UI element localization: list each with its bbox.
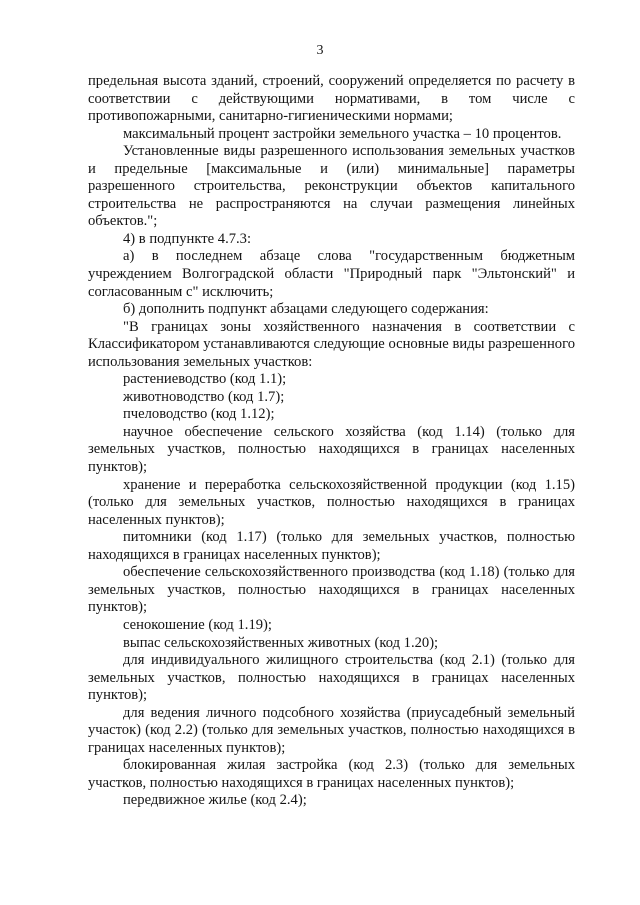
list-item: для индивидуального жилищного строительства (код 2.1) (только для земельных участков, полностью находящихся в границах населенных пунктов); (88, 652, 575, 704)
paragraph-item-b: б) дополнить подпункт абзацами следующего содержания: (123, 301, 489, 318)
list-item: пчеловодство (код 1.12); (123, 406, 275, 423)
paragraph-subitem-4-7-3: 4) в подпункте 4.7.3: (123, 230, 252, 247)
list-item: хранение и переработка сельскохозяйственной продукции (код 1.15) (только для земельных участков, полностью находящихся в границах населенных пунктов); (88, 476, 575, 528)
list-item: передвижное жилье (код 2.4); (123, 792, 307, 809)
list-item: блокированная жилая застройка (код 2.3) (только для земельных участков, полностью находящихся в границах населенных пунктов); (88, 757, 575, 791)
page-number: 3 (316, 43, 324, 58)
list-item: растениеводство (код 1.1); (123, 371, 287, 388)
document-body (88, 73, 575, 810)
list-item: обеспечение сельскохозяйственного производства (код 1.18) (только для земельных участков, полностью находящихся в границах населенных пунктов); (88, 564, 575, 616)
paragraph-linear-objects-note: Установленные виды разрешенного использования земельных участков и предельные [максимальные и (или) минимальные] параметры разрешенного строительства, реконструкции объектов капитального строительства не распространяются на случаи размещения линейных объектов."; (88, 143, 575, 230)
paragraph-max-building-percent: максимальный процент застройки земельного участка – 10 процентов. (123, 125, 562, 142)
list-item: научное обеспечение сельского хозяйства (код 1.14) (только для земельных участков, полностью находящихся в границах населенных пунктов); (88, 423, 575, 476)
list-item: выпас сельскохозяйственных животных (код 1.20); (123, 634, 439, 651)
paragraph-zone-intro: "В границах зоны хозяйственного назначения в соответствии с Классификатором устанавливаются следующие основные виды разрешенного использования земельных участков: (88, 318, 575, 370)
list-item: питомники (код 1.17) (только для земельных участков, полностью находящихся в границах населенных пунктов); (88, 529, 575, 563)
list-item: для ведения личного подсобного хозяйства (приусадебный земельный участок) (код 2.2) (только для земельных участков, полностью находящихся в границах населенных пунктов); (88, 704, 575, 756)
paragraph-height-limit: предельная высота зданий, строений, сооружений определяется по расчету в соответствии с действующими нормативами, в том числе с противопожарными, санитарно-гигиеническими нормами; (88, 73, 575, 125)
list-item: животноводство (код 1.7); (123, 388, 285, 405)
paragraph-item-a: а) в последнем абзаце слова "государственным бюджетным учреждением Волгоградской области "Природный парк "Эльтонский" и согласованным с" исключить; (88, 248, 575, 300)
list-item: сенокошение (код 1.19); (123, 616, 272, 633)
